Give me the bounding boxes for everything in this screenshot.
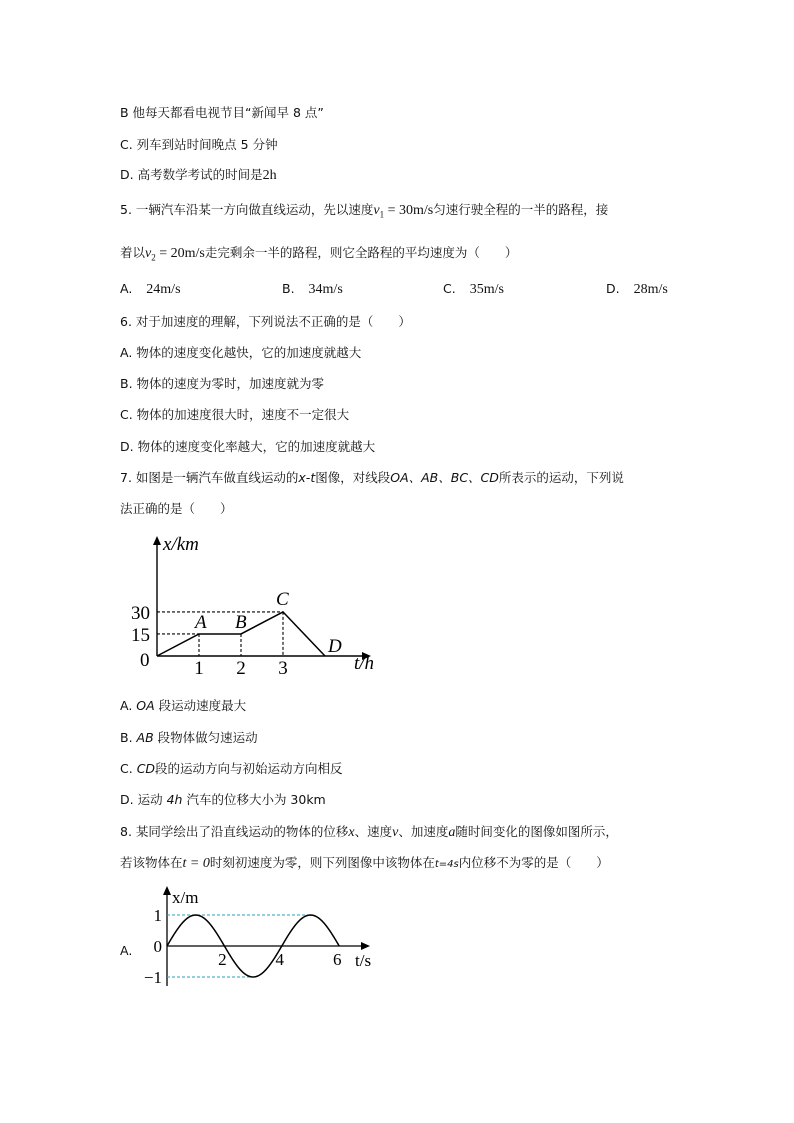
point-label-B: B (235, 611, 247, 633)
q8-text-1c: 、加速度 (398, 824, 449, 839)
q5-option-b (282, 281, 343, 298)
q5-text-a: 5. 一辆汽车沿某一方向做直线运动，先以速度 (120, 202, 374, 217)
q5-text-c: 着以 (120, 245, 146, 260)
q4d-text: D. 高考数学考试的时间是 (120, 167, 263, 182)
q5-stem-line2 (120, 243, 517, 263)
q7a-text: 段运动速度最大 (158, 698, 247, 713)
origin-label: 0 (140, 650, 150, 671)
x-tick-label: 2 (218, 950, 227, 969)
q7-option-a (120, 696, 246, 714)
v1-symbol: v (373, 203, 380, 218)
q7b-segment: AB (136, 730, 154, 745)
q4d-value: 2h (262, 168, 277, 183)
q7d-text: 汽车的位移大小为 30km (186, 792, 326, 807)
x-tick-label: 1 (194, 658, 204, 679)
xt-graph-content (131, 534, 374, 679)
q8-text-1d: 随时间变化的图像如图所示， (455, 824, 618, 839)
q8-text-2b: 时刻初速度为零，则下列图像中该物体在 (209, 855, 435, 870)
q5b-label: B. (282, 281, 295, 296)
q5a-value: 24m/s (146, 282, 181, 297)
q6-option-a: A. 物体的速度变化越快，它的加速度就越大 (120, 345, 362, 360)
q5-option-a (120, 281, 181, 298)
y-tick-label: 15 (131, 624, 150, 646)
point-label-C: C (276, 588, 289, 610)
v2-value: = 20m/s (155, 246, 205, 261)
q7a-label: A. (120, 698, 133, 713)
x-axis-arrow (163, 886, 171, 895)
q4-option-d (120, 165, 277, 184)
q8-stem-line1 (120, 822, 618, 841)
y-tick-label: −1 (143, 968, 162, 987)
q4-option-c: C. 列车到站时间晚点 5 分钟 (120, 137, 278, 152)
q8-t4: t=4s (434, 859, 459, 870)
y-axis-label: x/km (163, 534, 199, 555)
q7c-label: C. (120, 761, 133, 776)
q4-option-b: B 他每天都看电视节目“新闻早 8 点” (120, 105, 324, 120)
q8-stem-line2 (120, 853, 609, 872)
q6-option-c: C. 物体的加速度很大时，速度不一定很大 (120, 407, 350, 422)
q8-t0: t = 0 (182, 856, 210, 871)
q7-stem-line1 (120, 468, 624, 486)
q6-option-d: D. 物体的速度变化率越大，它的加速度就越大 (120, 439, 376, 454)
q5d-label: D. (606, 281, 620, 296)
point-label-A: A (195, 611, 207, 633)
q7-xt: x-t (298, 470, 316, 485)
sine-graph (140, 882, 390, 992)
q5-option-c (443, 281, 504, 298)
q5-option-d (606, 281, 668, 298)
q7-option-c (120, 759, 343, 777)
q6-stem: 6. 对于加速度的理解，下列说法不正确的是（ ） (120, 314, 411, 329)
x-axis-label: t/s (355, 951, 372, 970)
point-label-D: D (328, 636, 342, 657)
q8-x: x (348, 825, 355, 840)
q6-option-b: B. 物体的速度为零时，加速度就为零 (120, 376, 325, 391)
q7-stem-line2: 法正确的是（ ） (120, 501, 233, 516)
sine-graph-content (144, 886, 371, 987)
xt-graph (122, 528, 392, 680)
q8-text-1b: 、速度 (354, 824, 393, 839)
q8-text-1a: 8. 某同学绘出了沿直线运动的物体的位移 (120, 824, 349, 839)
q7-segments: OA、AB、BC、CD (390, 470, 499, 485)
q7c-segment: CD (136, 761, 156, 776)
x-tick-label: 3 (278, 658, 288, 679)
q7b-label: B. (120, 730, 133, 745)
q7-text-pre: 7. 如图是一辆汽车做直线运动的 (120, 470, 299, 485)
q7b-text: 段物体做匀速运动 (157, 730, 258, 745)
q8-text-2a: 若该物体在 (120, 855, 183, 870)
q7-text-mid: 图像，对线段 (315, 470, 391, 485)
q7d-pre: D. 运动 (120, 792, 163, 807)
q7-text-post: 所表示的运动，下列说 (498, 470, 624, 485)
q7d-time: 4h (166, 792, 183, 807)
x-tick-label: 2 (236, 658, 246, 679)
y-tick-label: 30 (131, 602, 150, 624)
q5-text-d: 走完剩余一半的路程，则它全路程的平均速度为（ ） (204, 245, 518, 260)
x-tick-label: 4 (275, 950, 285, 969)
q5c-label: C. (443, 281, 456, 296)
v2-symbol: v (145, 246, 152, 261)
q5a-label: A. (120, 281, 133, 296)
x-tick-label: 6 (332, 950, 342, 969)
q7a-segment: OA (136, 698, 155, 713)
q8-text-2c: 内位移不为零的是（ ） (458, 855, 609, 870)
x-axis-arrow (153, 536, 161, 545)
y-tick-label: 1 (153, 906, 162, 925)
q5-stem-line1 (120, 200, 608, 220)
q7-option-b (120, 728, 258, 746)
q8-v: v (392, 825, 399, 840)
q5b-value: 34m/s (308, 282, 343, 297)
q5-text-b: 匀速行驶全程的一半的路程，接 (433, 202, 609, 217)
q7c-text: 段的运动方向与初始运动方向相反 (155, 761, 343, 776)
v1-value: = 30m/s (384, 203, 434, 218)
y-tick-label: 0 (153, 937, 162, 956)
q7-option-d (120, 790, 326, 808)
q5d-value: 28m/s (633, 282, 668, 297)
t-axis-arrow (361, 942, 370, 950)
v1-subscript: 1 (379, 209, 385, 220)
v2-subscript: 2 (151, 252, 156, 263)
q8-option-a-label: A. (120, 943, 133, 958)
q5c-value: 35m/s (469, 282, 504, 297)
x-axis-label: t/h (354, 653, 375, 674)
y-axis-label: x/m (172, 888, 199, 907)
q8-a: a (448, 825, 456, 840)
